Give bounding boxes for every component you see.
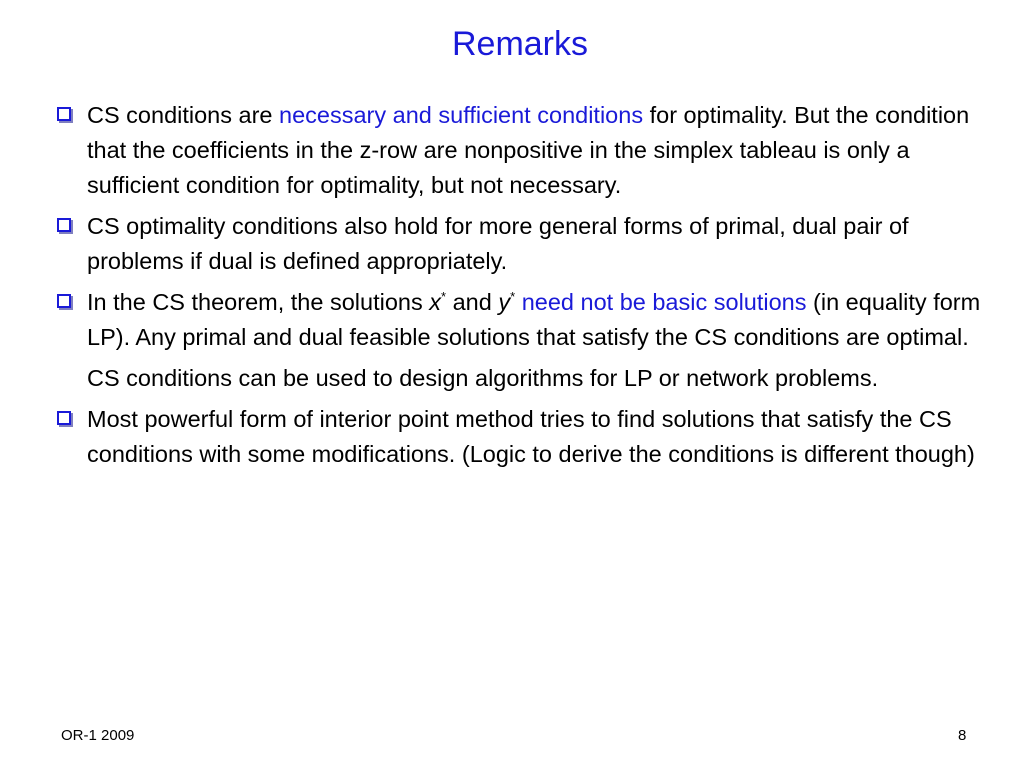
square-bullet-icon xyxy=(57,107,71,121)
bullet-text: CS conditions are xyxy=(87,102,280,128)
footer-label: OR-1 2009 xyxy=(61,727,135,744)
bullet-item-continuation xyxy=(54,361,1004,396)
superscript-star: * xyxy=(441,289,447,304)
page-number: 8 xyxy=(958,727,967,744)
square-bullet-icon xyxy=(57,218,71,232)
superscript-star: * xyxy=(510,289,516,304)
variable-y: y xyxy=(498,289,511,315)
bullet-item xyxy=(54,209,1004,279)
square-bullet-icon xyxy=(57,294,71,308)
bullet-text: Most powerful form of interior point method tries to find solutions that satisfy the CS conditions with some modifications. (Logic to derive the conditions is different though) xyxy=(87,406,975,467)
bullet-text: CS conditions can be used to design algorithms for LP or network problems. xyxy=(87,365,879,391)
highlighted-text: necessary and sufficient conditions xyxy=(279,102,644,128)
bullet-text: for optimality. But the condition that the coefficients in the z-row are nonpositive in the simplex tableau is only a sufficient condition for optimality, but not necessary. xyxy=(87,102,970,198)
bullet-list xyxy=(54,98,1004,478)
bullet-text: (in equality form LP). Any primal and dual feasible solutions that satisfy the CS conditions are optimal. xyxy=(87,289,981,350)
slide-title: Remarks xyxy=(451,25,589,63)
bullet-text: and xyxy=(446,289,499,315)
bullet-text: In the CS theorem, the solutions xyxy=(87,289,430,315)
bullet-text: CS optimality conditions also hold for more general forms of primal, dual pair of problems if dual is defined appropriately. xyxy=(87,213,909,274)
bullet-item xyxy=(54,402,1004,472)
bullet-item xyxy=(54,285,1004,355)
bullet-item xyxy=(54,98,1004,203)
variable-x: x xyxy=(429,289,441,315)
square-bullet-icon xyxy=(57,411,71,425)
highlighted-text: need not be basic solutions xyxy=(521,289,807,315)
